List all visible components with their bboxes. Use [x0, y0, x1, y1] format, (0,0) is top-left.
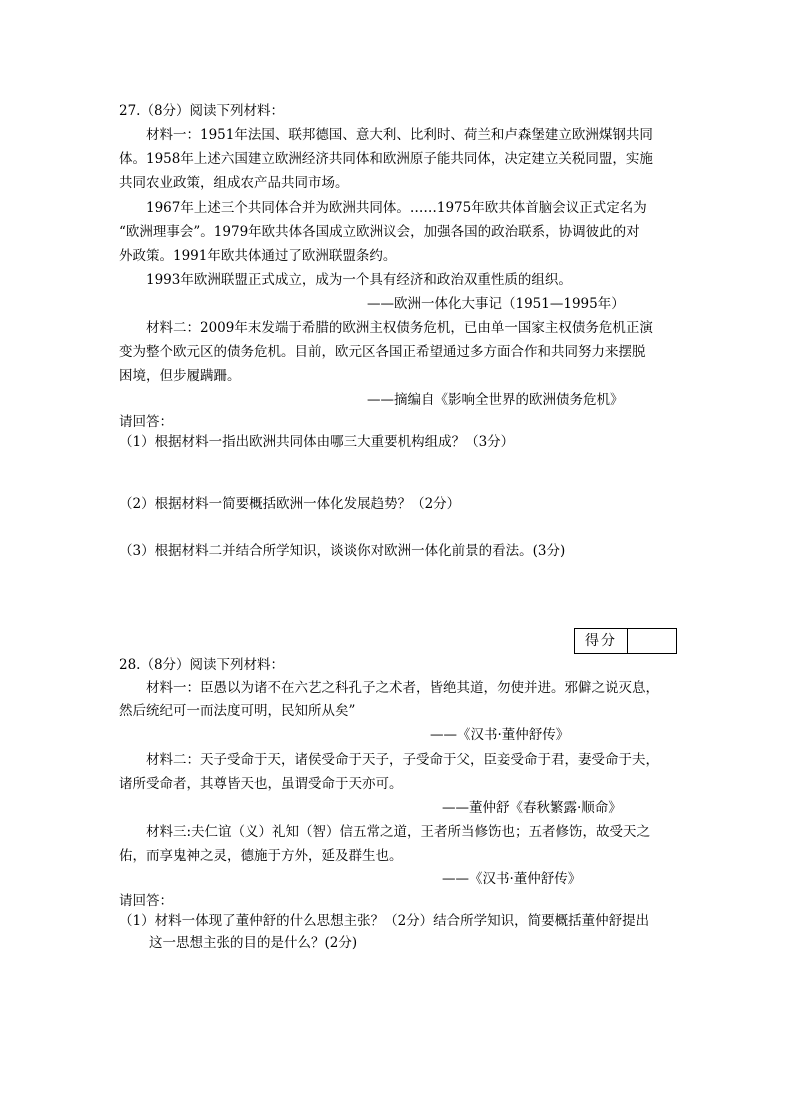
q27-material1-line1: 材料一：1951年法国、联邦德国、意大利、比利时、荷兰和卢森堡建立欧洲煤钢共同	[146, 127, 653, 143]
q27-material1-line2: 体。1958年上述六国建立欧洲经济共同体和欧洲原子能共同体，决定建立关税同盟，实施	[119, 151, 653, 167]
q27-material1-line5: “欧洲理事会”。1979年欧共体各国成立欧洲议会，加强各国的政治联系，协调彼此的对	[119, 224, 640, 240]
q28-header: 28.（8分）阅读下列材料：	[119, 657, 285, 673]
q27-material1-line6: 外政策。1991年欧共体通过了欧洲联盟条约。	[119, 248, 397, 264]
q27-material1-line7: 1993年欧洲联盟正式成立，成为一个具有经济和政治双重性质的组织。	[146, 272, 572, 288]
q27-material1-source: ——欧洲一体化大事记（1951—1995年）	[367, 296, 625, 312]
q27-material2-source: ——摘编自《影响全世界的欧洲债务危机》	[367, 392, 624, 408]
q27-question-3: （3）根据材料二并结合所学知识，谈谈你对欧洲一体化前景的看法。(3分)	[119, 543, 566, 559]
q28-material3-source: ——《汉书·董仲舒传》	[442, 871, 582, 887]
q27-material2-line3: 困境，但步履蹒跚。	[119, 368, 241, 384]
q28-question-1-line1: （1）材料一体现了董仲舒的什么思想主张？（2分）结合所学知识，简要概括董仲舒提出	[119, 913, 650, 929]
score-box	[574, 628, 677, 654]
q27-question-2: （2）根据材料一简要概括欧洲一体化发展趋势？（2分）	[119, 496, 461, 512]
score-value-cell	[628, 629, 676, 653]
q28-material2-source: ——董仲舒《春秋繁露·顺命》	[442, 800, 622, 816]
q28-material2-line1: 材料二：天子受命于天，诸侯受命于天子，子受命于父，臣妾受命于君，妻受命于夫，	[146, 752, 659, 768]
q27-material2-line1: 材料二：2009年末发端于希腊的欧洲主权债务危机，已由单一国家主权债务危机正演	[146, 320, 653, 336]
q28-question-1-line2: 这一思想主张的目的是什么？(2分)	[149, 935, 358, 951]
q27-answer-prompt: 请回答：	[119, 414, 173, 430]
q27-header: 27.（8分）阅读下列材料：	[119, 103, 285, 119]
q27-question-1: （1）根据材料一指出欧洲共同体由哪三大重要机构组成？（3分）	[119, 434, 515, 450]
q28-material2-line2: 诸所受命者，其尊皆天也，虽谓受命于天亦可。	[119, 776, 403, 792]
q27-material2-line2: 变为整个欧元区的债务危机。目前，欧元区各国正希望通过多方面合作和共同努力来摆脱	[119, 344, 646, 360]
q28-material1-line1: 材料一：臣愚以为诸不在六艺之科孔子之术者，皆绝其道，勿使并进。邪僻之说灭息，	[146, 680, 659, 696]
q27-material1-line3: 共同农业政策，组成农产品共同市场。	[119, 175, 349, 191]
q28-material1-line2: 然后统纪可一而法度可明，民知所从矣”	[119, 703, 356, 719]
q27-material1-line4: 1967年上述三个共同体合并为欧洲共同体。……1975年欧共体首脑会议正式定名为	[146, 200, 647, 216]
q28-material1-source: ——《汉书·董仲舒传》	[430, 727, 570, 743]
q28-answer-prompt: 请回答：	[119, 893, 173, 909]
score-label: 得分	[575, 629, 628, 653]
q28-material3-line2: 佑，而享鬼神之灵，德施于方外，延及群生也。	[119, 848, 403, 864]
q28-material3-line1: 材料三:夫仁谊（义）礼知（智）信五常之道，王者所当修饬也；五者修饬，故受天之	[146, 824, 651, 840]
